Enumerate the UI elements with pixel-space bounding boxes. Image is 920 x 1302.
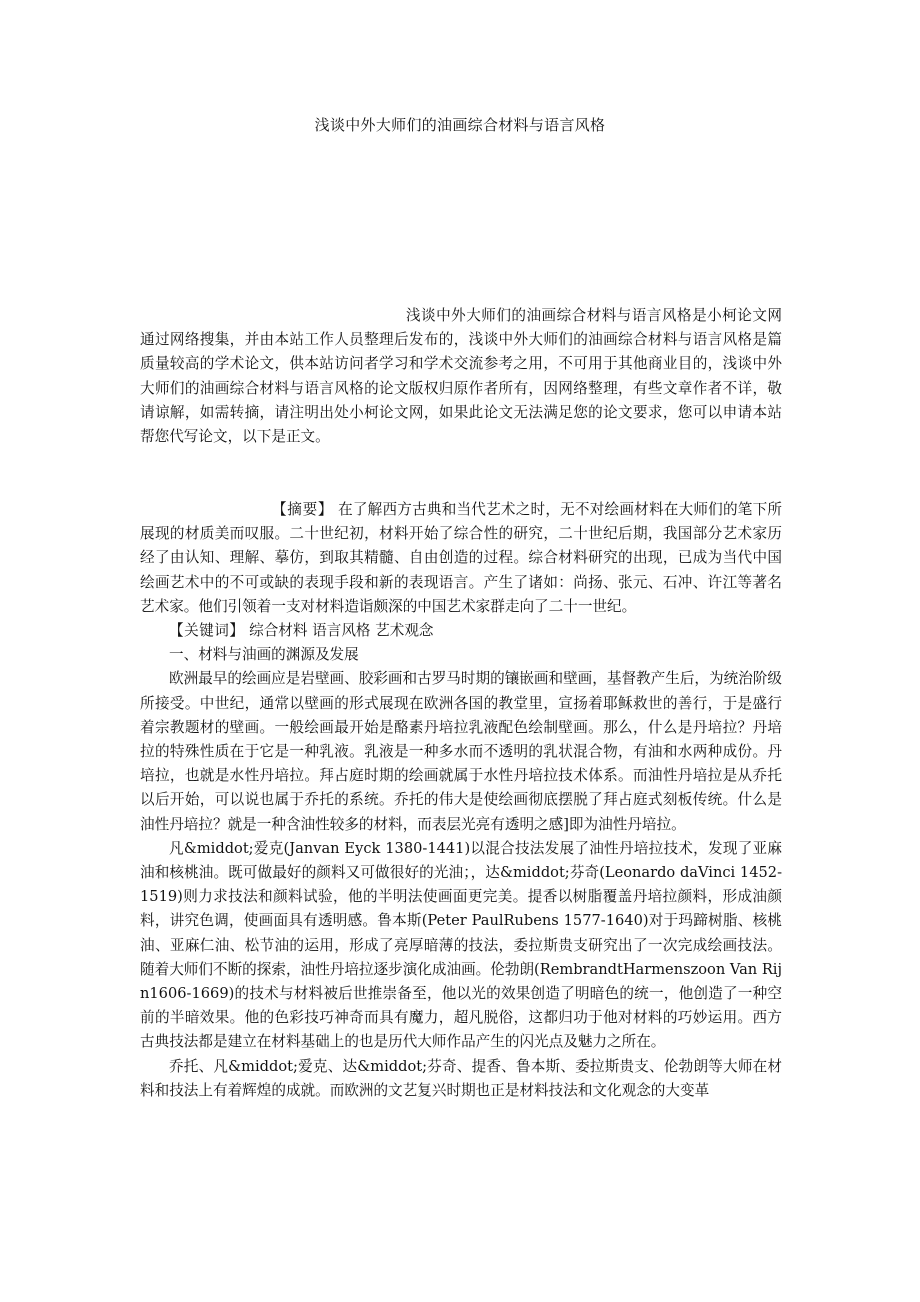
abstract-label: 【摘要】 bbox=[272, 501, 334, 518]
body-paragraph: 欧洲最早的绘画应是岩壁画、胶彩画和古罗马时期的镶嵌画和壁画，基督教产生后，为统治阶级所接受。中世纪，通常以壁画的形式展现在欧洲各国的教堂里，宣扬着耶稣救世的善行，于是盛行着宗教题材的壁画。一般绘画最开始是酪素丹培拉乳液配色绘制壁画。那么，什么是丹培拉？丹培拉的特殊性质在于它是一种乳液。乳液是一种多水而不透明的乳状混合物，有油和水两种成份。丹培拉，也就是水性丹培拉。拜占庭时期的绘画就属于水性丹培拉技术体系。而油性丹培拉是从乔托以后开始，可以说也属于乔托的系统。乔托的伟大是使绘画彻底摆脱了拜占庭式刻板传统。什么是油性丹培拉？就是一种含油性较多的材料，而表层光亮有透明之感]即为油性丹培拉。 bbox=[140, 670, 782, 833]
article-body bbox=[140, 498, 782, 1103]
section-heading: 一、材料与油画的渊源及发展 bbox=[169, 646, 359, 664]
document-title: 浅谈中外大师们的油画综合材料与语言风格 bbox=[314, 116, 606, 134]
intro-paragraph: 浅谈中外大师们的油画综合材料与语言风格是小柯论文网通过网络搜集，并由本站工作人员整理后发布的，浅谈中外大师们的油画综合材料与语言风格是篇质量较高的学术论文，供本站访问者学习和学术交流参考之用，不可用于其他商业目的，浅谈中外大师们的油画综合材料与语言风格的论文版权归原作者所有，因网络整理，有些文章作者不详，敬请谅解，如需转摘，请注明出处小柯论文网，如果此论文无法满足您的论文要求，您可以申请本站帮您代写论文，以下是正文。 bbox=[140, 307, 782, 446]
abstract-paragraph bbox=[140, 498, 782, 619]
abstract-text: 在了解西方古典和当代艺术之时，无不对绘画材料在大师们的笔下所展现的材质美而叹服。二十世纪初，材料开始了综合性的研究，二十世纪后期，我国部分艺术家历经了由认知、理解、摹仿，到取其精髓、自由创造的过程。综合材料研究的出现，已成为当代中国绘画艺术中的不可或缺的表现手段和新的表现语言。产生了诸如：尚扬、张元、石冲、许江等著名艺术家。他们引领着一支对材料造诣颇深的中国艺术家群走向了二十一世纪。 bbox=[140, 501, 782, 615]
body-paragraph: 乔托、凡&middot;爱克、达&middot;芬奇、提香、鲁本斯、委拉斯贵支、伦勃朗等大师在材料和技法上有着辉煌的成就。而欧洲的文艺复兴时期也正是材料技法和文化观念的大变革 bbox=[140, 1057, 782, 1099]
keywords-paragraph bbox=[140, 619, 782, 643]
keywords-text: 综合材料 语言风格 艺术观念 bbox=[244, 622, 434, 640]
keywords-label: 【关键词】 bbox=[169, 622, 245, 640]
body-paragraph: 凡&middot;爱克(Janvan Eyck 1380-1441)以混合技法发展了油性丹培拉技术，发现了亚麻油和核桃油。既可做最好的颜料又可做很好的光油；，达&middot;芬奇(Leonardo daVinci 1452-1519)则力求技法和颜料试验，他的半明法使画面更完美。提香以树脂覆盖丹培拉颜料，形成油颜料，讲究色调，使画面具有透明感。鲁本斯(Peter PaulRubens 1577-1640)对于玛蹄树脂、核桃油、亚麻仁油、松节油的运用，形成了亮厚暗薄的技法，委拉斯贵支研究出了一次完成绘画技法。随着大师们不断的探索，油性丹培拉逐步演化成油画。伦勃朗(RembrandtHarmenszoon Van Rijn1606-1669)的技术与材料被后世推崇备至，他以光的效果创造了明暗色的统一，他创造了一种空前的半暗效果。他的色彩技巧神奇而具有魔力，超凡脱俗，这都归功于他对材料的巧妙运用。西方古典技法都是建立在材料基础上的也是历代大师作品产生的闪光点及魅力之所在。 bbox=[140, 839, 782, 1051]
